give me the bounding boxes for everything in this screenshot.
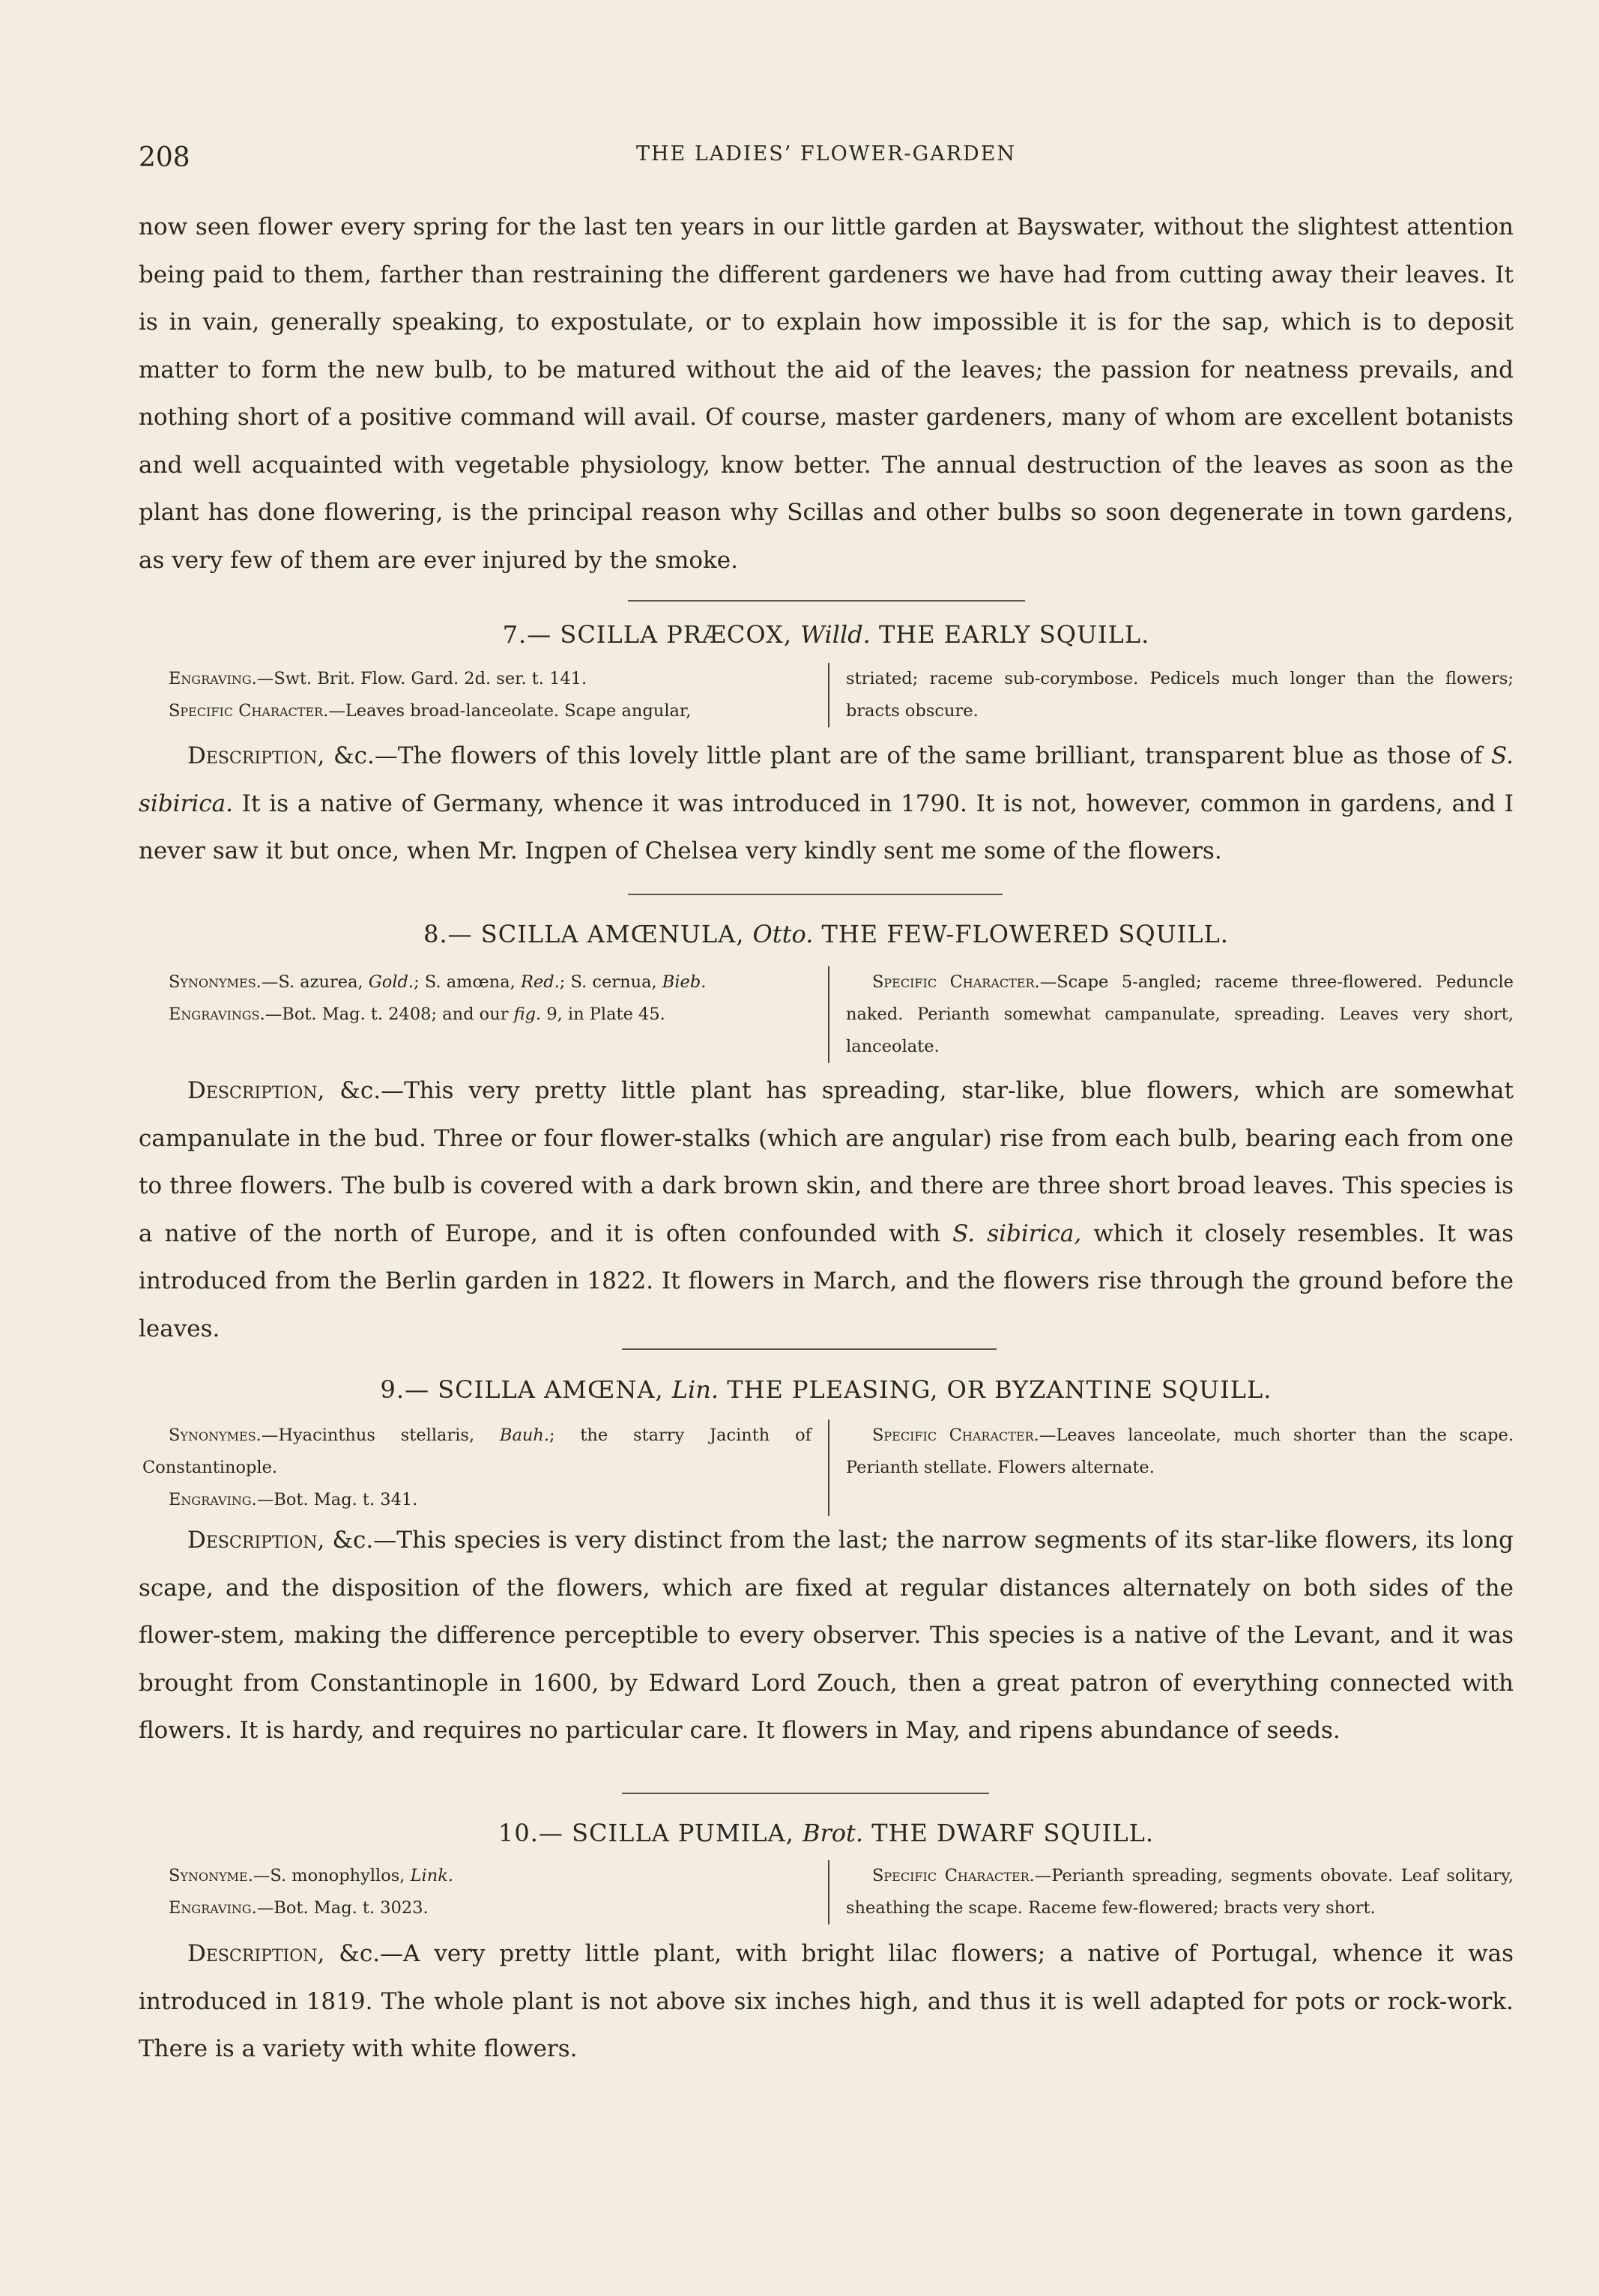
species-name: SCILLA PUMILA, <box>572 1819 794 1847</box>
description-label: Description <box>187 1940 318 1967</box>
entry-number: 10.— <box>498 1819 563 1847</box>
note-text: —Bot. Mag. t. 3023. <box>256 1898 429 1918</box>
species-name: SCILLA AMŒNA, <box>438 1375 664 1404</box>
note-label: Synonyme. <box>169 1866 253 1885</box>
note-line <box>169 695 811 727</box>
note-line <box>846 1420 1514 1484</box>
section-rule <box>622 1793 989 1794</box>
entry-notes-9 <box>142 1420 1514 1516</box>
note-label: Specific Character. <box>872 1426 1039 1445</box>
entry-heading-8 <box>139 920 1514 948</box>
note-text: ; S. cernua, <box>559 972 662 992</box>
note-line <box>142 1484 811 1516</box>
entry-number: 8.— <box>423 920 473 948</box>
common-name: THE PLEASING, OR BYZANTINE SQUILL. <box>727 1375 1272 1404</box>
description-part: , &c.—This species is very distinct from the last; the narrow segments of its star-like flowers, its long scape, and the disposition of the flowers, which are fixed at regular distances alternately on both sides of the flower-stem, making the difference perceptible to every observer. This species is a native of the Levant, and it was brought from Constantinople in 1600, by Edward Lord Zouch, then a great patron of everything connected with flowers. It is hardy, and requires no particular care. It flowers in May, and ripens abundance of seeds. <box>139 1527 1514 1744</box>
entry-heading-9 <box>139 1375 1514 1404</box>
intro-text: now seen flower every spring for the last ten years in our little garden at Bayswater, without the slightest attention being paid to them, farther than restraining the different gardeners we have had from cutting away their leaves. It is in vain, generally speaking, to expostulate, or to explain how impossible it is for the sap, which is to deposit matter to form the new bulb, to be matured without the aid of the leaves; the passion for neatness prevails, and nothing short of a positive command will avail. Of course, master gardeners, many of whom are excellent botanists and well acquainted with vegetable physiology, know better. The annual destruction of the leaves as soon as the plant has done flowering, is the principal reason why Scillas and other bulbs so soon degenerate in town gardens, as very few of them are ever injured by the smoke. <box>139 213 1514 574</box>
note-text: —S. azurea, <box>261 972 369 992</box>
description-label: Description <box>187 1527 318 1554</box>
notes-left <box>142 966 828 1063</box>
species-authority: Brot. <box>802 1819 864 1847</box>
notes-right <box>828 663 1514 727</box>
entry-notes-7 <box>169 663 1514 727</box>
notes-left <box>169 1860 828 1924</box>
page-number: 208 <box>139 142 190 173</box>
note-italic: Gold. <box>368 972 414 992</box>
note-label: Specific Character. <box>872 972 1040 992</box>
note-line <box>169 663 811 695</box>
species-name: SCILLA PRÆCOX, <box>560 620 792 649</box>
description-part: which it closely resembles. It was introduced from the Berlin garden in 1822. It flowers in March, and the flowers rise through the ground before the leaves. <box>139 1220 1514 1342</box>
entry-notes-8 <box>142 966 1514 1063</box>
note-italic: Link. <box>410 1866 454 1885</box>
description-text <box>139 733 1514 876</box>
entry-heading-7 <box>139 620 1514 649</box>
description-part: It is a native of Germany, whence it was introduced in 1790. It is not, however, common in gardens, and I never saw it but once, when Mr. Ingpen of Chelsea very kindly sent me some of the flowers. <box>139 790 1514 864</box>
note-label: Specific Character. <box>872 1866 1035 1885</box>
entry-number: 9.— <box>380 1375 430 1404</box>
common-name: THE DWARF SQUILL. <box>871 1819 1154 1847</box>
notes-right <box>828 1420 1514 1516</box>
species-authority: Lin. <box>671 1375 719 1404</box>
note-text: 9, in Plate 45. <box>541 1005 665 1024</box>
note-line <box>169 1892 811 1924</box>
note-label: Engraving. <box>169 1490 257 1509</box>
species-authority: Otto. <box>752 920 814 948</box>
description-text <box>139 1517 1514 1755</box>
note-line <box>142 966 811 999</box>
note-label: Synonymes. <box>169 1426 262 1445</box>
species-authority: Willd. <box>800 620 871 649</box>
common-name: THE EARLY SQUILL. <box>879 620 1150 649</box>
note-label: Specific Character. <box>169 701 329 721</box>
note-line <box>142 999 811 1031</box>
note-text: —Swt. Brit. Flow. Gard. 2d. ser. t. 141. <box>256 669 587 688</box>
common-name: THE FEW-FLOWERED SQUILL. <box>821 920 1229 948</box>
description-label: Description <box>187 1077 318 1104</box>
note-italic: Bauh. <box>499 1426 549 1445</box>
species-name: SCILLA AMŒNULA, <box>480 920 745 948</box>
notes-right <box>828 1860 1514 1924</box>
description-italic: S. sibirica. <box>139 742 1514 817</box>
notes-right <box>828 966 1514 1063</box>
note-line <box>142 1420 811 1484</box>
note-italic: Bieb. <box>662 972 707 992</box>
note-text: striated; raceme sub-corymbose. Pedicels much longer than the flowers; bracts obscure. <box>846 669 1514 721</box>
note-text: ; S. amœna, <box>414 972 521 992</box>
running-head <box>139 142 1514 180</box>
note-line <box>846 1860 1514 1924</box>
note-label: Engravings. <box>169 1005 265 1024</box>
section-rule <box>628 894 1003 895</box>
entry-description-8 <box>139 1067 1514 1353</box>
entry-description-10 <box>139 1930 1514 2074</box>
note-text: —Bot. Mag. t. 341. <box>256 1490 418 1509</box>
note-italic: fig. <box>513 1005 542 1024</box>
note-label: Engraving. <box>169 1898 257 1918</box>
running-title: THE LADIES’ FLOWER-GARDEN <box>635 142 1017 166</box>
note-label: Synonymes. <box>169 972 262 992</box>
note-text: —Perianth spreading, segments obovate. Leaf solitary, sheathing the scape. Raceme few-flowered; bracts very short. <box>846 1866 1514 1918</box>
entry-description-7 <box>139 733 1514 876</box>
section-rule <box>622 1348 997 1350</box>
note-label: Engraving. <box>169 669 257 688</box>
intro-paragraph <box>139 204 1514 584</box>
description-part: , &c.—This very pretty little plant has spreading, star-like, blue flowers, which are somewhat campanulate in the bud. Three or four flower-stalks (which are angular) rise from each bulb, bearing each from one to three flowers. The bulb is covered with a dark brown skin, and there are three short broad leaves. This species is a native of the north of Europe, and it is often confounded with <box>139 1077 1514 1247</box>
entry-heading-10 <box>139 1819 1514 1847</box>
note-line <box>169 1860 811 1892</box>
description-label: Description <box>187 742 318 769</box>
entry-description-9 <box>139 1517 1514 1755</box>
description-text <box>139 1930 1514 2074</box>
note-text: —Bot. Mag. t. 2408; and our <box>265 1005 514 1024</box>
notes-left <box>142 1420 828 1516</box>
note-italic: Red. <box>520 972 560 992</box>
entry-notes-10 <box>169 1860 1514 1924</box>
note-text: —Scape 5-angled; raceme three-flowered. Peduncle naked. Perianth somewhat campanulate, spreading. Leaves very short, lanceolate. <box>846 972 1514 1056</box>
note-text: —Leaves broad-lanceolate. Scape angular, <box>328 701 692 721</box>
note-text: —S. monophyllos, <box>253 1866 411 1885</box>
notes-left <box>169 663 828 727</box>
description-text <box>139 1067 1514 1353</box>
description-italic: S. sibirica, <box>952 1220 1082 1247</box>
section-rule <box>628 600 1025 602</box>
note-text: ; the starry Jacinth of Constantinople. <box>142 1426 811 1477</box>
note-text: —Leaves lanceolate, much shorter than the scape. Perianth stellate. Flowers alternate. <box>846 1426 1514 1477</box>
description-part: , &c.—The flowers of this lovely little plant are of the same brilliant, transparent blue as those of <box>317 742 1491 769</box>
note-line <box>846 966 1514 1063</box>
description-part: , &c.—A very pretty little plant, with bright lilac flowers; a native of Portugal, whence it was introduced in 1819. The whole plant is not above six inches high, and thus it is well adapted for pots or rock-work. There is a variety with white flowers. <box>139 1940 1514 2062</box>
entry-number: 7.— <box>502 620 552 649</box>
note-text: —Hyacinthus stellaris, <box>261 1426 500 1445</box>
